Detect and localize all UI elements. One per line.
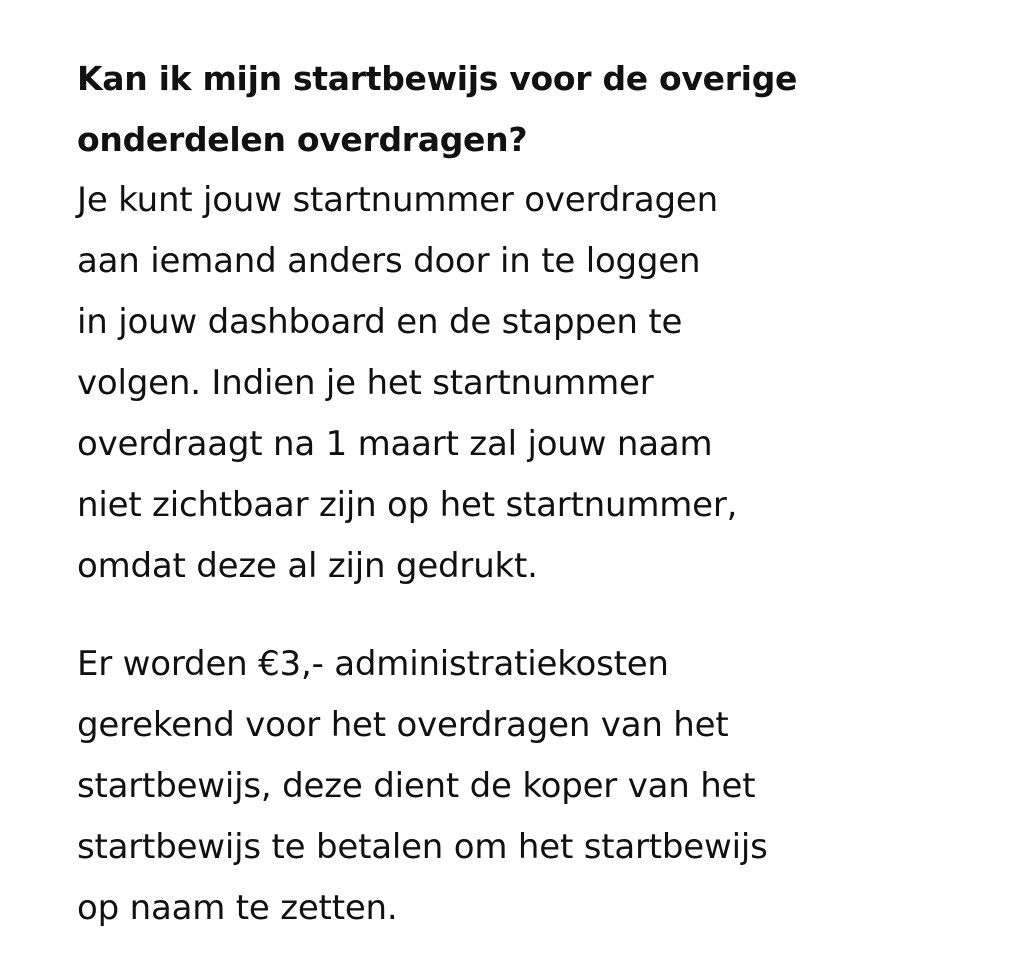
question-line: Kan ik mijn startbewijs voor de overige <box>77 59 798 98</box>
answer-line: niet zichtbaar zijn op het startnummer, <box>77 485 738 525</box>
answer-line: volgen. Indien je het startnummer <box>77 363 654 403</box>
answer-line: gerekend voor het overdragen van het <box>77 705 729 745</box>
faq-block <box>77 48 977 939</box>
answer-line: in jouw dashboard en de stappen te <box>77 302 683 342</box>
answer-line: Er worden €3,- administratiekosten <box>77 644 669 684</box>
answer-line: overdraagt na 1 maart zal jouw naam <box>77 424 713 464</box>
answer-line: startbewijs, deze dient de koper van het <box>77 766 756 806</box>
answer-line: omdat deze al zijn gedrukt. <box>77 546 538 586</box>
answer-paragraph-transfer <box>77 170 977 597</box>
answer-line: aan iemand anders door in te loggen <box>77 241 701 281</box>
answer-line: op naam te zetten. <box>77 888 398 928</box>
answer-line: Je kunt jouw startnummer overdragen <box>77 180 718 220</box>
faq-question <box>77 48 977 170</box>
answer-paragraph-costs <box>77 634 977 939</box>
answer-line: startbewijs te betalen om het startbewijs <box>77 827 768 867</box>
question-line: onderdelen overdragen? <box>77 120 528 159</box>
